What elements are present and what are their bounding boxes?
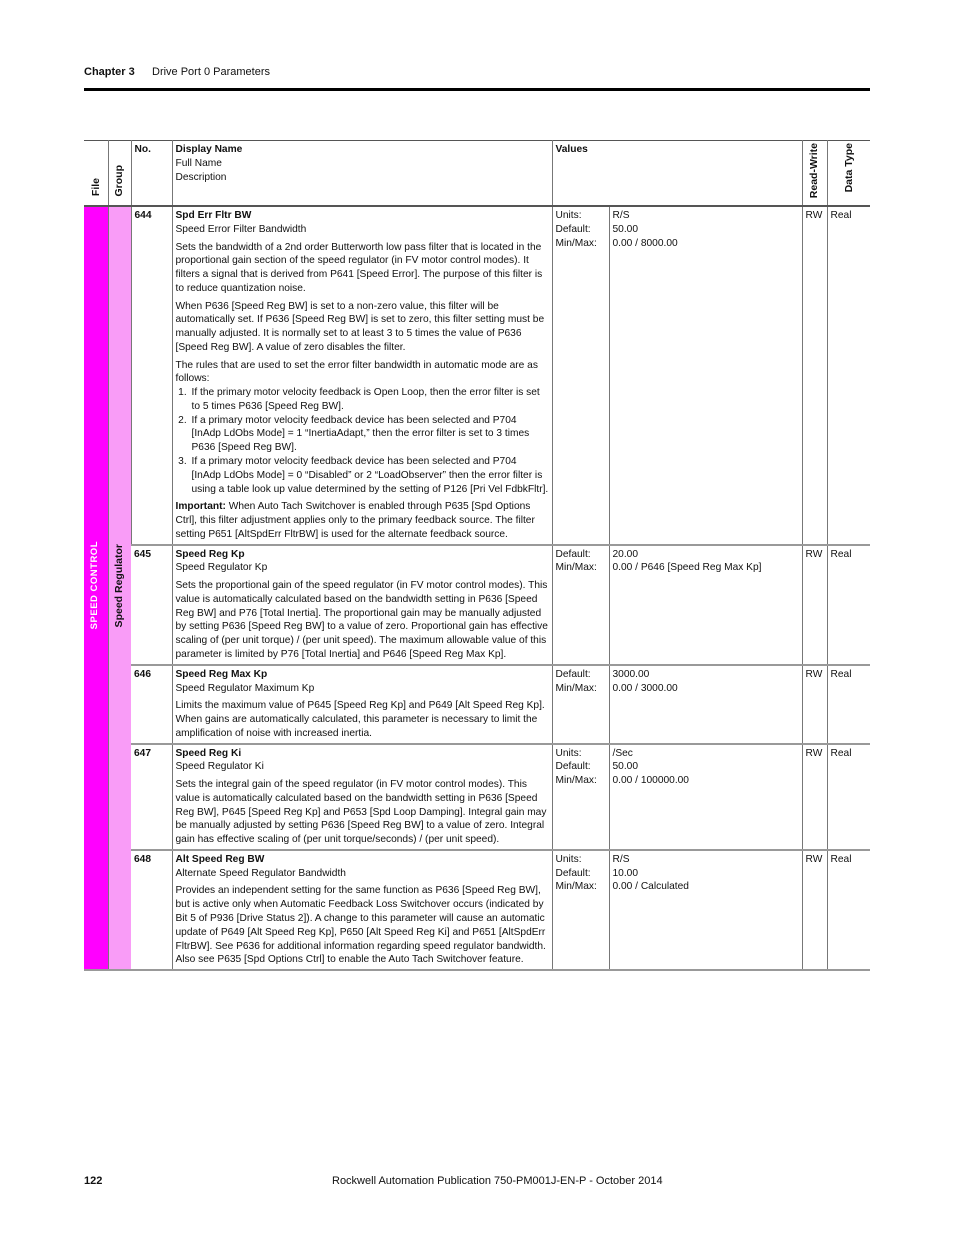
param-number: 644 — [131, 206, 172, 545]
param-number: 645 — [134, 548, 151, 560]
param-number: 648 — [134, 853, 151, 865]
param-display-name: Speed Reg Ki — [175, 747, 242, 759]
col-values: Values — [552, 141, 802, 207]
param-description: Speed Reg Max Kp Speed Regulator Maximum Kp Limits the maximum value of P645 [Speed Reg Kp] and P649 [Alt Speed Reg Kp]. When gains are automatically calculated, this parameter is necessary to limit the amplification of noise with increased inertia. — [172, 665, 552, 744]
col-group: Group — [108, 141, 131, 207]
param-full-name: Speed Regulator Ki — [175, 761, 264, 773]
table-header-row — [84, 141, 870, 207]
read-write-cell: RW — [802, 744, 827, 850]
param-display-name: Speed Reg Kp — [175, 548, 245, 560]
header-rule — [84, 88, 870, 91]
page-number: 122 — [84, 1175, 103, 1187]
page-header — [84, 66, 270, 78]
table-row — [84, 665, 870, 744]
value-labels: Units: Default: Min/Max: — [552, 744, 609, 850]
read-write-cell: RW — [802, 665, 827, 744]
param-description: Spd Err Fltr BW Speed Error Filter Bandwidth Sets the bandwidth of a 2nd order Butterworth low pass filter that is located in the proportional gain section of the speed regulator (in FV motor control modes). It filters a signal that is derived from P641 [Speed Error]. The purpose of this filter is to reduce quantization noise. When P636 [Speed Reg BW] is set to a non-zero value, this filter will be automatically set. If P636 [Speed Reg BW] is set to zero, this filter setting must be manually adjusted. It is normally set to at least 3 to 5 times the value of P636 [Speed Reg BW]. A value of zero disables the filter. The rules that are used to set the error filter bandwidth in automatic mode are as follows: 1. If the primary motor velocity feedback is Open Loop, then the error filter is set to 5 times P636 [Speed Reg BW]. 2. If a primary motor velocity feedback device has been selected and P704 [InAdp LdObs Mode] = 1 “InertiaAdapt,” then the error filter is set to 3 times P636 [Speed Reg BW]. 3. If a primary motor velocity feedback device has been selected and P704 [InAdp LdObs Mode] = 0 “Disabled” or 2 “LoadObserver” then the error filter is using a table look up value determined by the setting of P126 [Pri Vel FdbkFltr]. Important: When Auto Tach Switchover is enabled through P635 [Spd Options Ctrl], this filter adjustment applies only to the primary feedback source. The filter setting P651 [AltSpdErr FltrBW] is used for the alternate feedback source. — [172, 206, 552, 545]
col-read-write: Read-Write — [802, 141, 827, 207]
col-file: File — [84, 141, 108, 207]
param-description: Speed Reg Ki Speed Regulator Ki Sets the integral gain of the speed regulator (in FV motor control modes). This value is automatically calculated based on the bandwidth setting in P636 [Speed Reg BW], P645 [Speed Reg Kp] and P653 [Spd Loop Damping]. Integral gain may be manually adjusted by setting P636 [Speed Reg BW] to a value of zero. Integral gain has effective scaling of (per unit torque/seconds) / (per unit speed). — [172, 744, 552, 850]
read-write-cell: RW — [802, 850, 827, 970]
value-values: 20.00 0.00 / P646 [Speed Reg Max Kp] — [609, 545, 802, 665]
value-values: 3000.00 0.00 / 3000.00 — [609, 665, 802, 744]
param-display-name: Speed Reg Max Kp — [175, 668, 268, 680]
param-description: Alt Speed Reg BW Alternate Speed Regulator Bandwidth Provides an independent setting for the same function as P636 [Speed Reg BW], but is active only when Automatic Feedback Loss Switchover occurs (indicated by Bit 5 of P936 [Drive Status 2]). A change to this parameter will cause an automatic update of P649 [Alt Speed Reg Kp], P650 [Alt Speed Reg Ki] and P651 [AltSpdErr FltrBW]. See P636 for additional information regarding speed regulator bandwidth. Also see P635 [Spd Options Ctrl] to enable the Auto Tach Switchover feature. — [172, 850, 552, 970]
table-row — [84, 206, 870, 545]
param-full-name: Speed Regulator Kp — [175, 562, 268, 574]
value-values: R/S 50.00 0.00 / 8000.00 — [609, 206, 802, 545]
value-labels: Default: Min/Max: — [552, 545, 609, 665]
table-row — [84, 850, 870, 970]
param-full-name: Speed Regulator Maximum Kp — [175, 682, 315, 694]
read-write-cell: RW — [802, 545, 827, 665]
file-cell: SPEED CONTROL — [84, 206, 108, 970]
table-row — [84, 744, 870, 850]
param-number: 646 — [134, 668, 151, 680]
col-data-type: Data Type — [827, 141, 870, 207]
group-cell: Speed Regulator — [108, 206, 131, 970]
param-number: 647 — [134, 747, 151, 759]
param-description: Speed Reg Kp Speed Regulator Kp Sets the proportional gain of the speed regulator (in FV motor control modes). This value is automatically calculated based on the bandwidth setting in P636 [Speed Reg BW] and P76 [Total Inertia]. The proportional gain may be manually adjusted by setting P636 [Speed Reg BW] to a value of zero. Proportional gain has effective scaling of (per unit torque) / (per unit speed). The maximum allowable value of this parameter is limited by P76 [Total Inertia] and P646 [Speed Reg Max Kp]. — [172, 545, 552, 665]
param-full-name: Alternate Speed Regulator Bandwidth — [175, 867, 346, 879]
data-type-cell: Real — [827, 850, 870, 970]
param-display-name: Alt Speed Reg BW — [175, 853, 265, 865]
list-item: 1. If the primary motor velocity feedback is Open Loop, then the error filter is set to 5 times P636 [Speed Reg BW]. — [190, 386, 549, 414]
param-full-name: Speed Error Filter Bandwidth — [175, 223, 307, 235]
publication-info: Rockwell Automation Publication 750-PM001J-EN-P - October 2014 — [332, 1175, 663, 1187]
data-type-cell: Real — [827, 665, 870, 744]
value-labels: Units: Default: Min/Max: — [552, 850, 609, 970]
data-type-cell: Real — [827, 744, 870, 850]
list-item: 3. If a primary motor velocity feedback device has been selected and P704 [InAdp LdObs Mode] = 0 “Disabled” or 2 “LoadObserver” then the error filter is using a table look up value determined by the setting of P126 [Pri Vel FdbkFltr]. — [190, 455, 549, 496]
read-write-cell: RW — [802, 206, 827, 545]
param-display-name: Spd Err Fltr BW — [175, 210, 252, 221]
section-title: Drive Port 0 Parameters — [152, 66, 270, 78]
col-display-name: Display Name Full Name Description — [172, 141, 552, 207]
value-values: /Sec 50.00 0.00 / 100000.00 — [609, 744, 802, 850]
value-values: R/S 10.00 0.00 / Calculated — [609, 850, 802, 970]
list-item: 2. If a primary motor velocity feedback device has been selected and P704 [InAdp LdObs Mode] = 1 “InertiaAdapt,” then the error filter is set to 3 times P636 [Speed Reg BW]. — [190, 414, 549, 455]
table-row — [84, 545, 870, 665]
value-labels: Default: Min/Max: — [552, 665, 609, 744]
value-labels: Units: Default: Min/Max: — [552, 206, 609, 545]
data-type-cell: Real — [827, 545, 870, 665]
parameter-table — [84, 140, 870, 971]
rules-list — [176, 386, 549, 496]
col-no: No. — [131, 141, 172, 207]
data-type-cell: Real — [827, 206, 870, 545]
chapter-label: Chapter 3 — [84, 66, 135, 78]
